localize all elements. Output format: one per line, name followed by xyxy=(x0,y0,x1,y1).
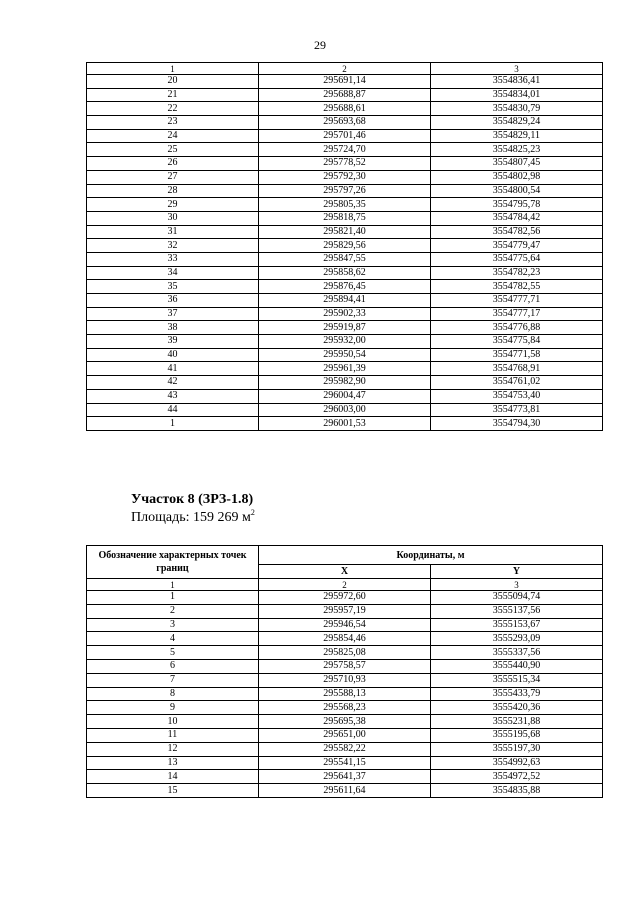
y-coordinate-cell: 3555195,68 xyxy=(431,728,603,742)
point-number-cell: 43 xyxy=(87,389,259,403)
x-coordinate-cell: 295858,62 xyxy=(259,266,431,280)
table-row xyxy=(87,266,603,280)
column-index: 3 xyxy=(431,63,603,75)
table-row xyxy=(87,784,603,798)
y-coordinate-cell: 3554795,78 xyxy=(431,198,603,212)
x-coordinate-cell: 295972,60 xyxy=(259,591,431,605)
table-row xyxy=(87,389,603,403)
point-number-cell: 2 xyxy=(87,604,259,618)
table-row xyxy=(87,673,603,687)
x-header: X xyxy=(259,565,431,579)
point-number-cell: 14 xyxy=(87,770,259,784)
y-coordinate-cell: 3554807,45 xyxy=(431,157,603,171)
y-coordinate-cell: 3554782,56 xyxy=(431,225,603,239)
point-number-cell: 41 xyxy=(87,362,259,376)
x-coordinate-cell: 295691,14 xyxy=(259,75,431,89)
table-row xyxy=(87,294,603,308)
table-row xyxy=(87,239,603,253)
coordinates-header: Координаты, м xyxy=(259,546,603,565)
column-index: 2 xyxy=(259,579,431,591)
point-number-cell: 3 xyxy=(87,618,259,632)
point-number-cell: 5 xyxy=(87,646,259,660)
table-row xyxy=(87,659,603,673)
x-coordinate-cell: 295876,45 xyxy=(259,280,431,294)
table-row xyxy=(87,687,603,701)
table-row xyxy=(87,591,603,605)
y-coordinate-cell: 3555420,36 xyxy=(431,701,603,715)
table-row xyxy=(87,280,603,294)
y-coordinate-cell: 3554800,54 xyxy=(431,184,603,198)
table2-body xyxy=(87,579,603,798)
table-row xyxy=(87,376,603,390)
x-coordinate-cell: 295957,19 xyxy=(259,604,431,618)
y-coordinate-cell: 3554771,58 xyxy=(431,348,603,362)
table-row xyxy=(87,211,603,225)
x-coordinate-cell: 295894,41 xyxy=(259,294,431,308)
x-coordinate-cell: 295854,46 xyxy=(259,632,431,646)
y-coordinate-cell: 3554777,71 xyxy=(431,294,603,308)
point-number-cell: 21 xyxy=(87,88,259,102)
x-coordinate-cell: 295701,46 xyxy=(259,129,431,143)
x-coordinate-cell: 295710,93 xyxy=(259,673,431,687)
x-coordinate-cell: 295693,68 xyxy=(259,116,431,130)
table-row xyxy=(87,198,603,212)
y-coordinate-cell: 3555433,79 xyxy=(431,687,603,701)
y-coordinate-cell: 3554972,52 xyxy=(431,770,603,784)
point-number-cell: 8 xyxy=(87,687,259,701)
point-number-cell: 36 xyxy=(87,294,259,308)
y-coordinate-cell: 3555197,30 xyxy=(431,742,603,756)
y-coordinate-cell: 3555153,67 xyxy=(431,618,603,632)
x-coordinate-cell: 295932,00 xyxy=(259,335,431,349)
y-coordinate-cell: 3554782,23 xyxy=(431,266,603,280)
y-coordinate-cell: 3554775,64 xyxy=(431,252,603,266)
y-coordinate-cell: 3554835,88 xyxy=(431,784,603,798)
y-coordinate-cell: 3554830,79 xyxy=(431,102,603,116)
point-number-cell: 26 xyxy=(87,157,259,171)
x-coordinate-cell: 295724,70 xyxy=(259,143,431,157)
table-row xyxy=(87,756,603,770)
point-number-cell: 1 xyxy=(87,591,259,605)
point-number-cell: 11 xyxy=(87,728,259,742)
table-row xyxy=(87,362,603,376)
point-number-cell: 39 xyxy=(87,335,259,349)
x-coordinate-cell: 295821,40 xyxy=(259,225,431,239)
table-row xyxy=(87,75,603,89)
x-coordinate-cell: 295688,87 xyxy=(259,88,431,102)
point-number-cell: 25 xyxy=(87,143,259,157)
y-coordinate-cell: 3554777,17 xyxy=(431,307,603,321)
point-number-cell: 24 xyxy=(87,129,259,143)
y-coordinate-cell: 3554825,23 xyxy=(431,143,603,157)
column-index: 1 xyxy=(87,579,259,591)
y-coordinate-cell: 3555137,56 xyxy=(431,604,603,618)
x-coordinate-cell: 295797,26 xyxy=(259,184,431,198)
point-number-cell: 20 xyxy=(87,75,259,89)
x-coordinate-cell: 295568,23 xyxy=(259,701,431,715)
x-coordinate-cell: 295792,30 xyxy=(259,170,431,184)
page-number: 29 xyxy=(314,38,326,52)
table-row xyxy=(87,348,603,362)
y-coordinate-cell: 3554836,41 xyxy=(431,75,603,89)
point-number-cell: 28 xyxy=(87,184,259,198)
y-coordinate-cell: 3554802,98 xyxy=(431,170,603,184)
plot-area-label: Площадь: 159 269 м xyxy=(131,510,251,525)
y-coordinate-cell: 3554834,01 xyxy=(431,88,603,102)
y-coordinate-cell: 3554782,55 xyxy=(431,280,603,294)
table-header-row xyxy=(87,546,603,565)
point-number-cell: 10 xyxy=(87,715,259,729)
table1-body xyxy=(87,63,603,431)
y-coordinate-cell: 3554776,88 xyxy=(431,321,603,335)
table-row xyxy=(87,335,603,349)
point-number-cell: 23 xyxy=(87,116,259,130)
point-number-cell: 44 xyxy=(87,403,259,417)
y-coordinate-cell: 3554775,84 xyxy=(431,335,603,349)
table-row xyxy=(87,129,603,143)
point-number-cell: 9 xyxy=(87,701,259,715)
point-number-cell: 15 xyxy=(87,784,259,798)
x-coordinate-cell: 296003,00 xyxy=(259,403,431,417)
y-coordinate-cell: 3554829,11 xyxy=(431,129,603,143)
table-row xyxy=(87,742,603,756)
point-number-cell: 40 xyxy=(87,348,259,362)
x-coordinate-cell: 295919,87 xyxy=(259,321,431,335)
table-row xyxy=(87,632,603,646)
table-row xyxy=(87,701,603,715)
table-row xyxy=(87,102,603,116)
area-unit-power: 2 xyxy=(250,508,255,517)
x-coordinate-cell: 295541,15 xyxy=(259,756,431,770)
plot-heading: Участок 8 (ЗРЗ-1.8) xyxy=(131,492,254,507)
point-number-cell: 29 xyxy=(87,198,259,212)
y-coordinate-cell: 3555231,88 xyxy=(431,715,603,729)
point-number-cell: 13 xyxy=(87,756,259,770)
point-number-cell: 35 xyxy=(87,280,259,294)
table-row xyxy=(87,321,603,335)
y-coordinate-cell: 3555293,09 xyxy=(431,632,603,646)
table-row xyxy=(87,604,603,618)
x-coordinate-cell: 295847,55 xyxy=(259,252,431,266)
point-number-cell: 27 xyxy=(87,170,259,184)
x-coordinate-cell: 295651,00 xyxy=(259,728,431,742)
x-coordinate-cell: 296004,47 xyxy=(259,389,431,403)
table-row xyxy=(87,728,603,742)
table-row xyxy=(87,252,603,266)
table-row xyxy=(87,770,603,784)
coordinates-table xyxy=(86,545,603,798)
table-row xyxy=(87,618,603,632)
x-coordinate-cell: 295950,54 xyxy=(259,348,431,362)
x-coordinate-cell: 295805,35 xyxy=(259,198,431,212)
x-coordinate-cell: 295641,37 xyxy=(259,770,431,784)
table-row xyxy=(87,403,603,417)
y-coordinate-cell: 3554794,30 xyxy=(431,417,603,431)
y-coordinate-cell: 3555440,90 xyxy=(431,659,603,673)
y-coordinate-cell: 3554761,02 xyxy=(431,376,603,390)
point-number-cell: 1 xyxy=(87,417,259,431)
table-row xyxy=(87,646,603,660)
x-coordinate-cell: 295611,64 xyxy=(259,784,431,798)
table-row xyxy=(87,184,603,198)
x-coordinate-cell: 295829,56 xyxy=(259,239,431,253)
x-coordinate-cell: 295902,33 xyxy=(259,307,431,321)
x-coordinate-cell: 295818,75 xyxy=(259,211,431,225)
x-coordinate-cell: 295695,38 xyxy=(259,715,431,729)
point-number-cell: 42 xyxy=(87,376,259,390)
table-row xyxy=(87,225,603,239)
x-coordinate-cell: 295582,22 xyxy=(259,742,431,756)
plot-area-text xyxy=(131,510,255,526)
table-row xyxy=(87,715,603,729)
x-coordinate-cell: 295758,57 xyxy=(259,659,431,673)
table-row xyxy=(87,170,603,184)
point-number-cell: 38 xyxy=(87,321,259,335)
point-number-cell: 22 xyxy=(87,102,259,116)
points-header: Обозначение характерных точек границ xyxy=(87,546,259,579)
point-number-cell: 31 xyxy=(87,225,259,239)
x-coordinate-cell: 295982,90 xyxy=(259,376,431,390)
point-number-cell: 7 xyxy=(87,673,259,687)
x-coordinate-cell: 295778,52 xyxy=(259,157,431,171)
table-row xyxy=(87,417,603,431)
table-row xyxy=(87,116,603,130)
y-coordinate-cell: 3555337,56 xyxy=(431,646,603,660)
y-coordinate-cell: 3554753,40 xyxy=(431,389,603,403)
table-row xyxy=(87,157,603,171)
point-number-cell: 34 xyxy=(87,266,259,280)
x-coordinate-cell: 295946,54 xyxy=(259,618,431,632)
point-number-cell: 30 xyxy=(87,211,259,225)
y-coordinate-cell: 3554992,63 xyxy=(431,756,603,770)
y-coordinate-cell: 3554829,24 xyxy=(431,116,603,130)
point-number-cell: 37 xyxy=(87,307,259,321)
y-coordinate-cell: 3554768,91 xyxy=(431,362,603,376)
x-coordinate-cell: 295688,61 xyxy=(259,102,431,116)
column-index: 3 xyxy=(431,579,603,591)
table-row xyxy=(87,88,603,102)
point-number-cell: 4 xyxy=(87,632,259,646)
y-coordinate-cell: 3554779,47 xyxy=(431,239,603,253)
y-header: Y xyxy=(431,565,603,579)
y-coordinate-cell: 3555515,34 xyxy=(431,673,603,687)
column-index: 1 xyxy=(87,63,259,75)
x-coordinate-cell: 295588,13 xyxy=(259,687,431,701)
point-number-cell: 6 xyxy=(87,659,259,673)
x-coordinate-cell: 296001,53 xyxy=(259,417,431,431)
column-index: 2 xyxy=(259,63,431,75)
point-number-cell: 32 xyxy=(87,239,259,253)
x-coordinate-cell: 295961,39 xyxy=(259,362,431,376)
point-number-cell: 33 xyxy=(87,252,259,266)
column-index-row xyxy=(87,579,603,591)
column-index-row xyxy=(87,63,603,75)
point-number-cell: 12 xyxy=(87,742,259,756)
y-coordinate-cell: 3554773,81 xyxy=(431,403,603,417)
table-row xyxy=(87,143,603,157)
x-coordinate-cell: 295825,08 xyxy=(259,646,431,660)
y-coordinate-cell: 3555094,74 xyxy=(431,591,603,605)
table-row xyxy=(87,307,603,321)
y-coordinate-cell: 3554784,42 xyxy=(431,211,603,225)
coordinates-table-continued xyxy=(86,62,603,431)
